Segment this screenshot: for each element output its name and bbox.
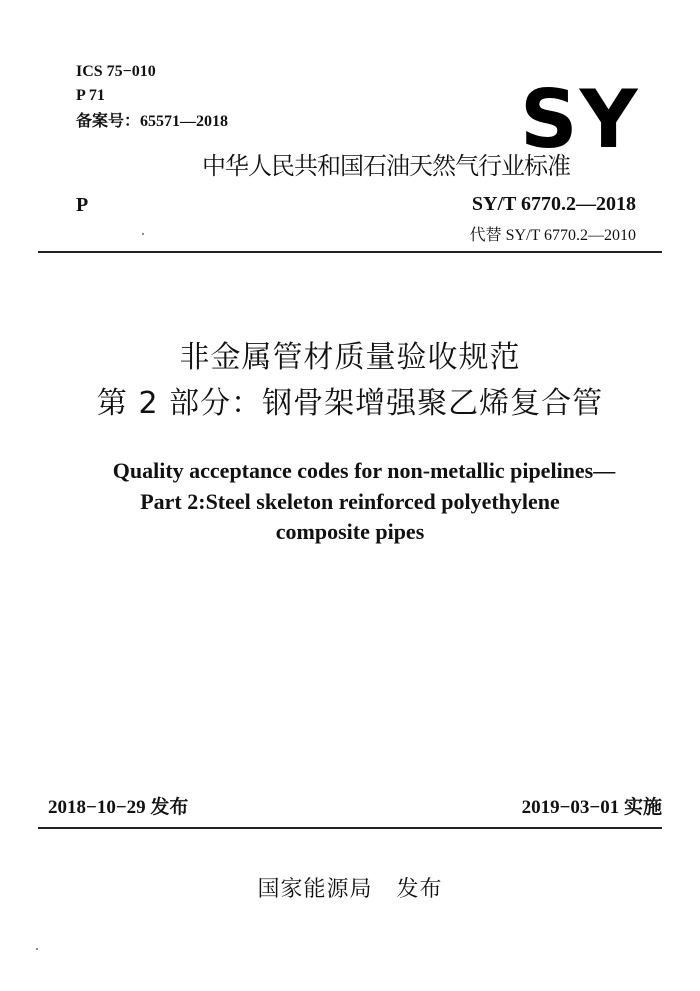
replaces-standard: 代替 SY/T 6770.2—2010: [469, 227, 636, 244]
scan-speck: [36, 948, 38, 950]
bottom-divider: [38, 827, 662, 829]
publisher-action: 发布: [396, 877, 443, 902]
standard-name: 中华人民共和国石油天然气行业标准: [202, 152, 570, 180]
category-letter: P: [76, 194, 89, 216]
ics-code: ICS 75−010: [76, 63, 156, 80]
issue-date: 2018−10−29 发布: [48, 797, 189, 818]
sy-logo: SY: [520, 73, 640, 166]
standard-number: SY/T 6770.2—2018: [471, 193, 636, 215]
english-title-line-3: composite pipes: [275, 519, 425, 544]
effective-date: 2019−03−01 实施: [521, 797, 662, 818]
top-divider: [38, 251, 662, 253]
chinese-title-line-1: 非金属管材质量验收规范: [179, 340, 521, 375]
english-title-line-2: Part 2:Steel skeleton reinforced polyethylene: [140, 489, 560, 514]
publisher-name: 国家能源局: [257, 877, 373, 902]
chinese-title-line-2: 第 2 部分：钢骨架增强聚乙烯复合管: [96, 386, 604, 421]
publisher-line: [0, 872, 700, 903]
english-title-line-1: Quality acceptance codes for non-metallic pipelines—: [112, 458, 616, 483]
classification-code: P 71: [76, 87, 105, 104]
record-number: 备案号：65571—2018: [76, 113, 229, 130]
scan-speck: [142, 233, 144, 235]
